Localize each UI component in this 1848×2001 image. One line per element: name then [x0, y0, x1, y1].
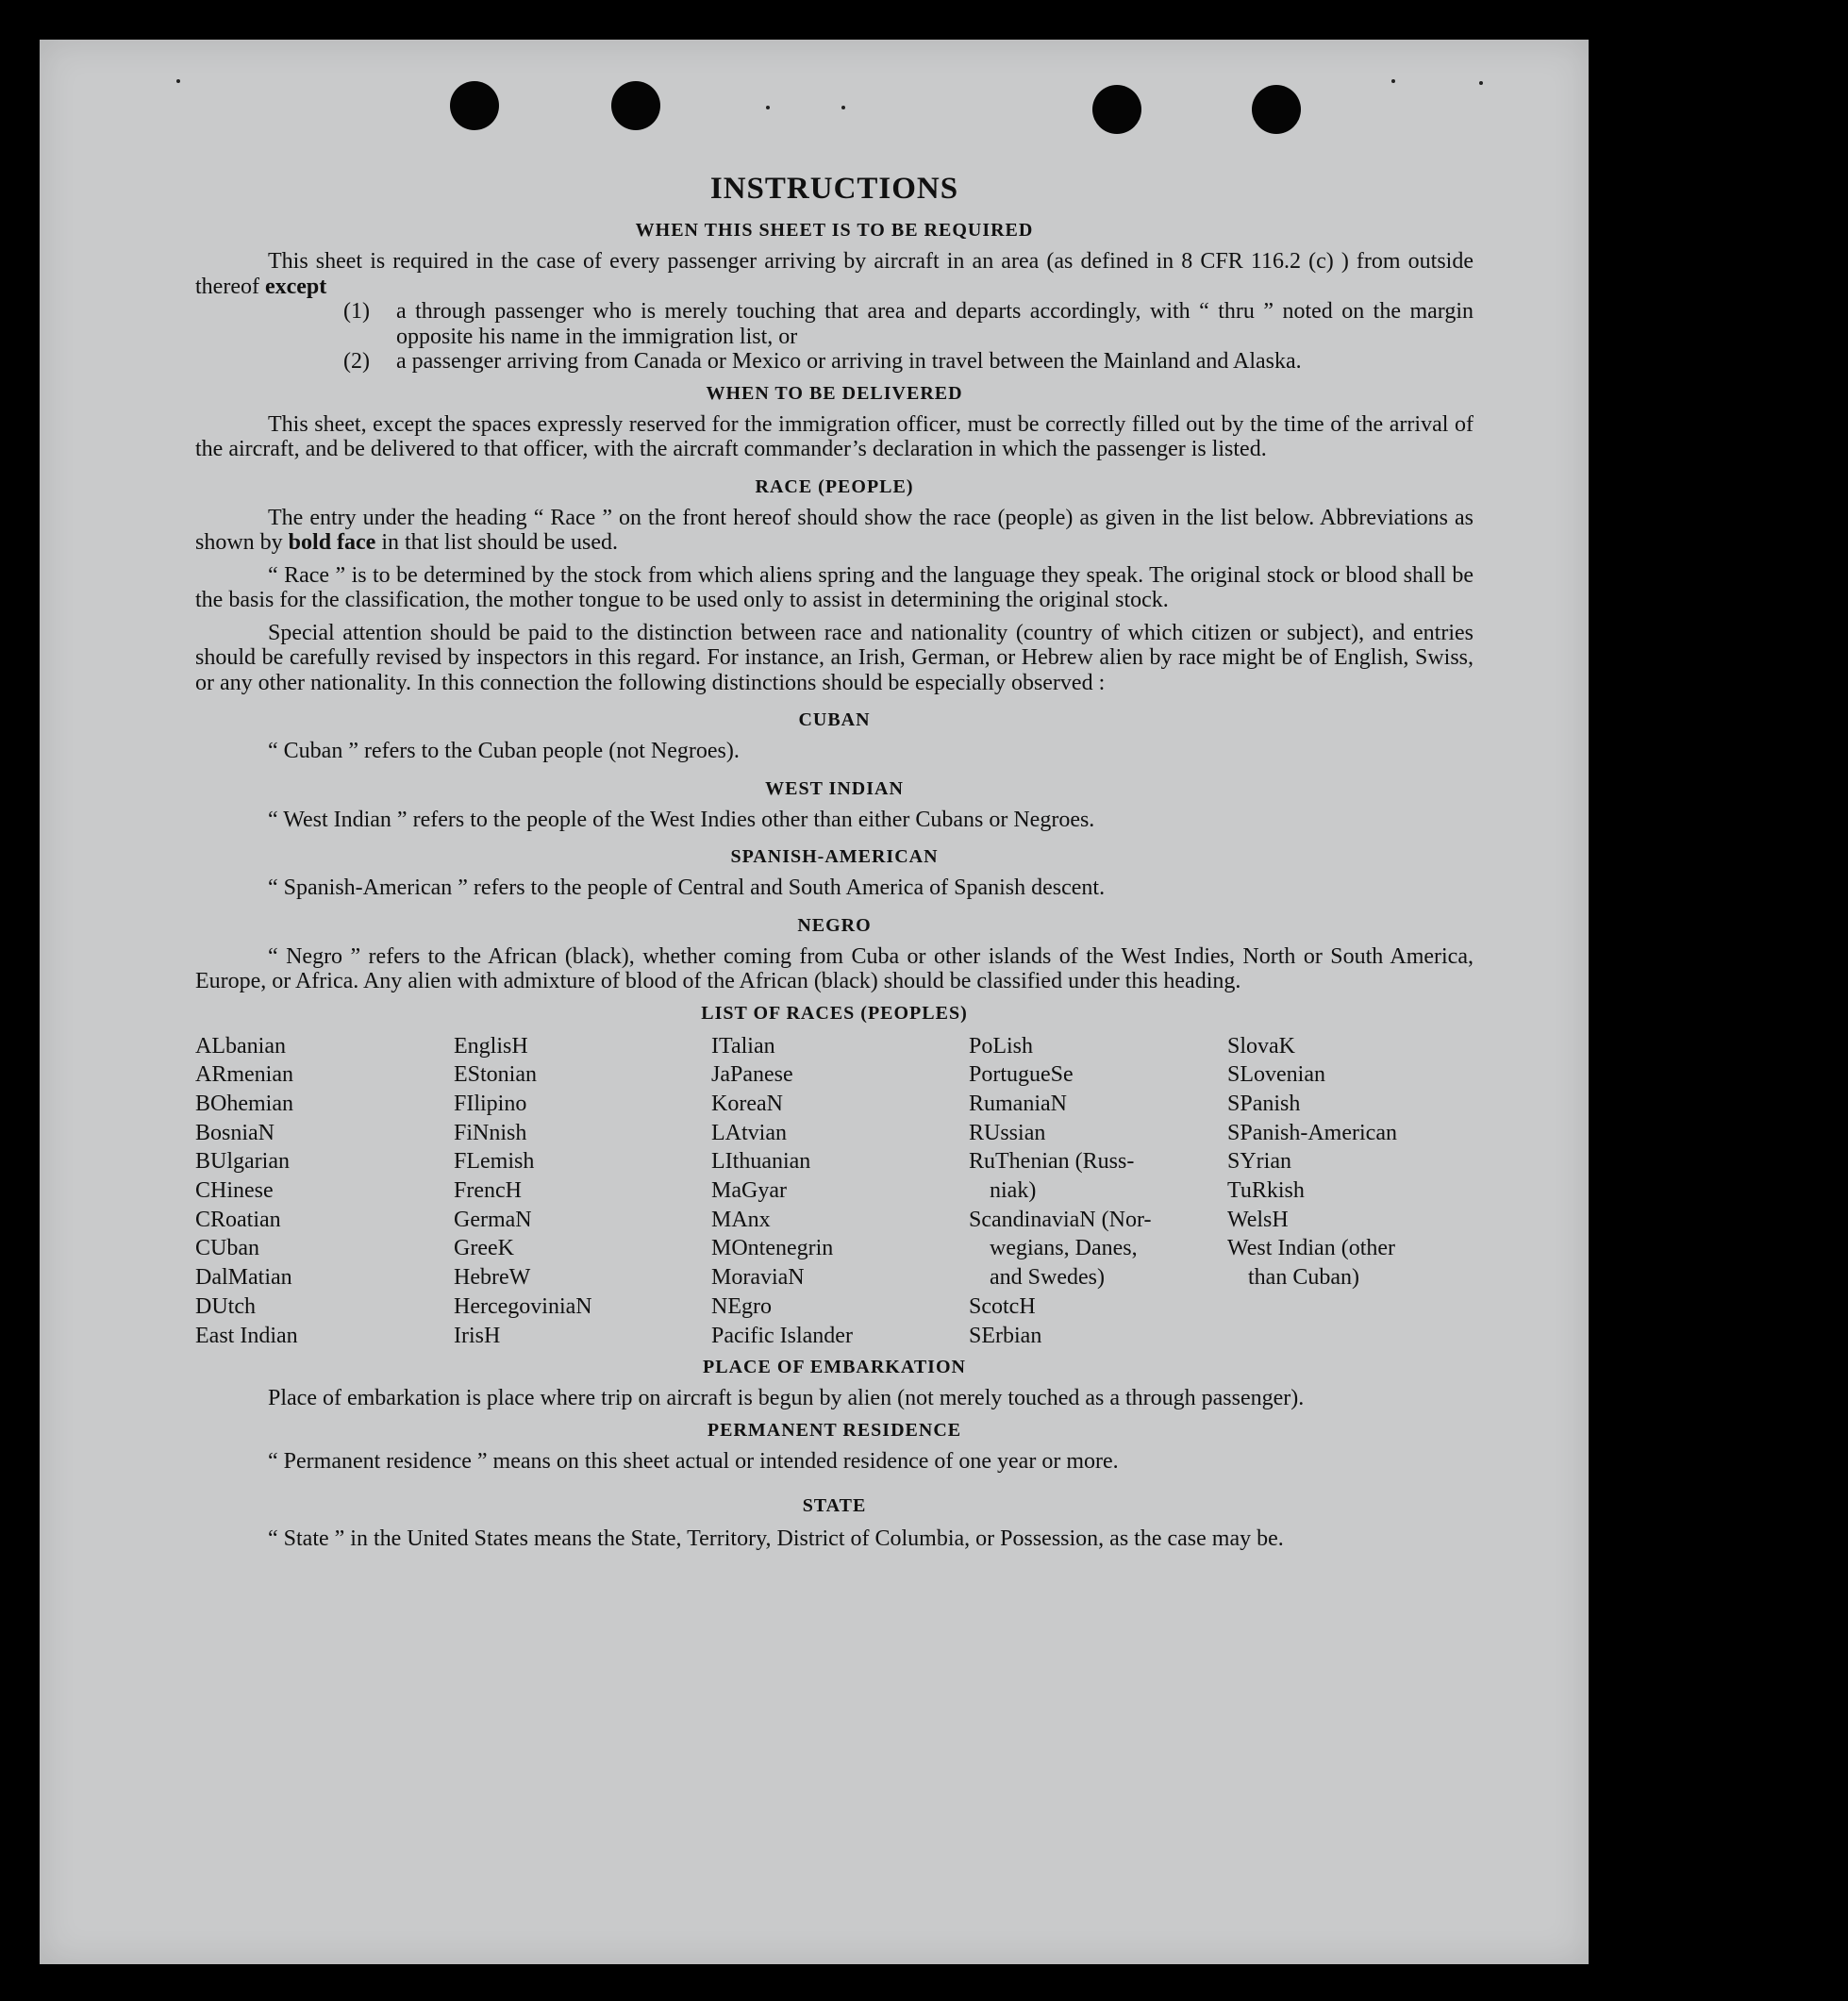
race-entry: JaPanese — [711, 1062, 793, 1088]
race-entry: HebreW — [454, 1265, 531, 1291]
race-entry: SLovenian — [1227, 1062, 1325, 1088]
when-required-intro: This sheet is required in the case of every passenger arriving by aircraft in an area (as defined in 8 CFR 116.2 (c) ) from outside thereof except — [195, 249, 1473, 299]
race-entry-continuation: than Cuban) — [1248, 1265, 1359, 1291]
list-item — [343, 299, 1473, 349]
race-paragraph-3: Special attention should be paid to the distinction between race and nationality (country of which citizen or subject), and entries should be carefully revised by inspectors in this regard. For instance, an Irish, German, or Hebrew alien by race might be of English, Swiss, or any other nationality. In this connection the following distinctions should be especially observed : — [195, 620, 1473, 695]
race-entry: MAnx — [711, 1207, 771, 1232]
state-text: “ State ” in the United States means the State, Territory, District of Columbia, or Possession, as the case may be. — [268, 1526, 1284, 1552]
race-entry: ScandinaviaN (Nor- — [969, 1207, 1152, 1232]
race-entry: SPanish-American — [1227, 1120, 1397, 1145]
bold-except: except — [264, 274, 327, 299]
speck — [176, 79, 180, 83]
race-entry: Pacific Islander — [711, 1323, 853, 1348]
race-entry: HercegoviniaN — [454, 1293, 592, 1319]
heading-west-indian: WEST INDIAN — [765, 777, 904, 799]
race-entry: MaGyar — [711, 1178, 787, 1204]
race-entry: BUlgarian — [195, 1149, 290, 1175]
race-entry: East Indian — [195, 1323, 298, 1348]
races-column-3 — [711, 1032, 969, 1351]
race-entry: TuRkish — [1227, 1178, 1305, 1204]
race-paragraph-2: “ Race ” is to be determined by the stock from which aliens spring and the language they speak. The original stock or blood shall be the basis for the classification, the mother tongue to be used only to assist in determining the original stock. — [195, 562, 1473, 612]
punch-hole — [611, 81, 660, 130]
heading-when-required: WHEN THIS SHEET IS TO BE REQUIRED — [635, 220, 1034, 241]
punch-hole — [450, 81, 499, 130]
race-entry-continuation: and Swedes) — [990, 1265, 1105, 1291]
race-entry: PortugueSe — [969, 1062, 1074, 1088]
when-delivered-text: This sheet, except the spaces expressly reserved for the immigration officer, must be correctly filled out by the time of the arrival of the aircraft, and be delivered to that officer, with the aircraft commander’s declaration in which the passenger is listed. — [195, 411, 1473, 461]
race-entry: DUtch — [195, 1293, 256, 1319]
race-entry: CRoatian — [195, 1207, 281, 1232]
races-column-1 — [195, 1032, 454, 1351]
negro-text: “ Negro ” refers to the African (black), whether coming from Cuba or other islands of the West Indies, North or South America, Europe, or Africa. Any alien with admixture of blood of the African (black) should be classified under this heading. — [195, 943, 1473, 993]
speck — [841, 106, 845, 109]
race-entry: MOntenegrin — [711, 1236, 834, 1261]
race-entry: FiNnish — [454, 1120, 527, 1145]
races-column-5 — [1227, 1032, 1473, 1351]
speck — [766, 106, 770, 109]
item-text: a passenger arriving from Canada or Mexico or arriving in travel between the Mainland and Alaska. — [396, 349, 1302, 374]
heading-list-of-races: LIST OF RACES (PEOPLES) — [701, 1002, 968, 1024]
heading-permanent-residence: PERMANENT RESIDENCE — [707, 1419, 962, 1441]
heading-negro: NEGRO — [797, 914, 872, 936]
race-entry: SPanish — [1227, 1091, 1301, 1116]
race-entry: BOhemian — [195, 1091, 293, 1116]
speck — [1479, 81, 1483, 85]
list-item — [343, 349, 1473, 375]
race-entry: SlovaK — [1227, 1033, 1295, 1059]
punch-hole — [1092, 85, 1141, 134]
west-indian-text: “ West Indian ” refers to the people of the West Indies other than either Cubans or Negroes. — [268, 807, 1095, 832]
item-number: (2) — [343, 349, 370, 374]
race-entry: DalMatian — [195, 1265, 292, 1291]
race-entry: GermaN — [454, 1207, 532, 1232]
race-entry: PoLish — [969, 1033, 1034, 1059]
race-entry: LAtvian — [711, 1120, 787, 1145]
race-entry: West Indian (other — [1227, 1236, 1396, 1261]
heading-embarkation: PLACE OF EMBARKATION — [703, 1357, 966, 1378]
speck — [1391, 79, 1395, 83]
page-title: INSTRUCTIONS — [709, 172, 959, 206]
race-entry: ALbanian — [195, 1033, 286, 1059]
document-page — [40, 40, 1589, 1964]
cuban-text: “ Cuban ” refers to the Cuban people (not Negroes). — [268, 739, 740, 763]
residence-text: “ Permanent residence ” means on this sheet actual or intended residence of one year or more. — [268, 1448, 1119, 1474]
race-entry: EnglisH — [454, 1033, 528, 1059]
race-entry-continuation: niak) — [990, 1178, 1037, 1204]
punch-hole — [1252, 85, 1301, 134]
heading-state: STATE — [802, 1495, 867, 1517]
heading-race: RACE (PEOPLE) — [755, 475, 914, 497]
item-text: a through passenger who is merely touching that area and departs accordingly, with “ thru ” noted on the margin opposite his name in the immigration list, or — [396, 299, 1473, 349]
race-entry: LIthuanian — [711, 1149, 811, 1175]
embarkation-text: Place of embarkation is place where trip on aircraft is begun by alien (not merely touched as a through passenger). — [268, 1386, 1305, 1411]
race-entry: ARmenian — [195, 1062, 293, 1088]
race-entry: FIlipino — [454, 1091, 527, 1116]
race-entry: ScotcH — [969, 1293, 1036, 1319]
heading-when-delivered: WHEN TO BE DELIVERED — [706, 382, 963, 404]
race-entry-continuation: wegians, Danes, — [990, 1236, 1138, 1261]
race-entry: RuThenian (Russ- — [969, 1149, 1135, 1175]
races-column-2 — [454, 1032, 711, 1351]
race-entry: NEgro — [711, 1293, 772, 1319]
race-entry: CUban — [195, 1236, 259, 1261]
race-paragraph-1: The entry under the heading “ Race ” on the front hereof should show the race (people) as given in the list below. Abbreviations as shown by bold face in that list should be used. — [195, 505, 1473, 555]
race-entry: EStonian — [454, 1062, 537, 1088]
race-entry: RumaniaN — [969, 1091, 1067, 1116]
race-entry: RUssian — [969, 1120, 1046, 1145]
race-entry: GreeK — [454, 1236, 514, 1261]
race-entry: BosniaN — [195, 1120, 275, 1145]
heading-spanish-american: SPANISH-AMERICAN — [730, 846, 939, 867]
race-entry: FrencH — [454, 1178, 522, 1204]
race-entry: SYrian — [1227, 1149, 1291, 1175]
race-entry: ITalian — [711, 1033, 775, 1059]
race-entry: MoraviaN — [711, 1265, 805, 1291]
race-entry: KoreaN — [711, 1091, 783, 1116]
spanish-american-text: “ Spanish-American ” refers to the people of Central and South America of Spanish descent. — [268, 875, 1106, 900]
race-entry: WelsH — [1227, 1207, 1289, 1232]
bold-face-text: bold face — [288, 530, 376, 555]
races-list — [195, 1032, 1473, 1351]
item-number: (1) — [343, 299, 370, 324]
heading-cuban: CUBAN — [798, 709, 871, 730]
race-entry: IrisH — [454, 1323, 501, 1348]
instructions-content — [195, 172, 1473, 1552]
races-column-4 — [969, 1032, 1227, 1351]
race-entry: FLemish — [454, 1149, 535, 1175]
race-entry: CHinese — [195, 1178, 274, 1204]
race-entry: SErbian — [969, 1323, 1042, 1348]
